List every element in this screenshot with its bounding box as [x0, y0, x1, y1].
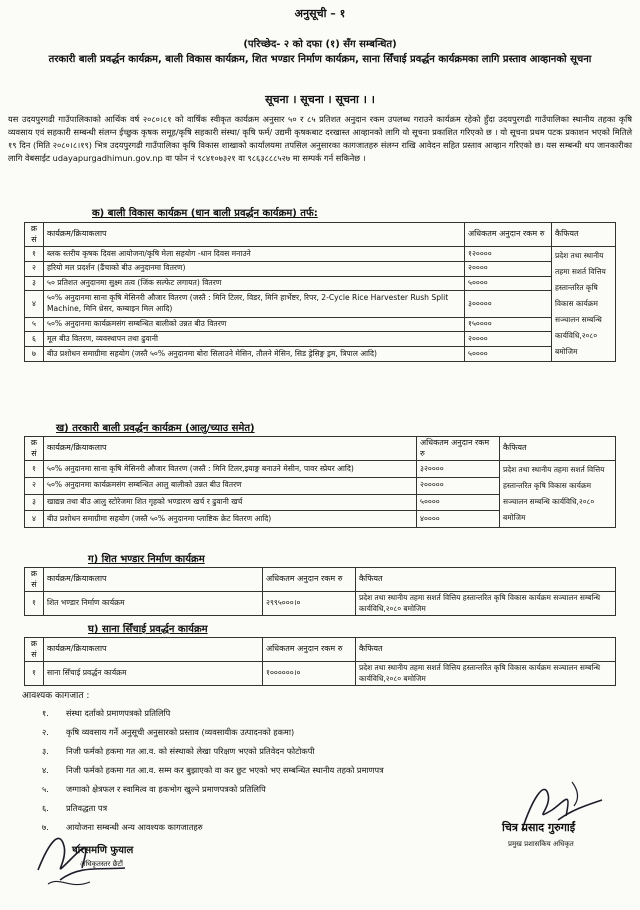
row-amount: ५०००० — [417, 494, 500, 511]
header-remarks: कैफियत — [500, 437, 616, 461]
row-activity: ५०% अनुदानमा कार्यक्रमसंग सम्बन्धित आलु बालीको उन्नत बीउ वितरण — [44, 477, 417, 494]
row-sn: ६ — [25, 332, 44, 347]
item-text: संस्था दर्ताको प्रमाणपत्रको प्रतिलिपि — [66, 708, 171, 718]
header-amount: अधिकतम अनुदान रकम रु — [263, 638, 356, 662]
table-header-row — [25, 223, 616, 247]
row-activity: हरियो मल प्रदर्शन (ढैंचाको बीउ अनुदानमा वितरण) — [44, 261, 465, 276]
row-sn: २ — [25, 477, 44, 494]
row-sn: ३ — [25, 276, 44, 291]
item-text: प्रतिवद्धता पत्र — [66, 803, 108, 813]
table-header-row — [25, 638, 616, 662]
table-row — [25, 247, 616, 262]
annex-title: अनुसूची – १ — [294, 7, 346, 20]
header-activity: कार्यक्रम/क्रियाकलाप — [44, 638, 263, 662]
table-row — [25, 347, 616, 362]
item-text: आयोजना सम्बन्धी अन्य आवश्यक कागजातहरु — [66, 822, 203, 832]
notice-heading: सूचना । सूचना । सूचना । । — [265, 93, 375, 106]
row-amount: १००००००।० — [263, 662, 356, 686]
row-sn: ७ — [25, 347, 44, 362]
list-item — [42, 765, 384, 776]
chapter-reference: (परिच्छेद- २ को दफा (१) सँग सम्बन्धित) — [243, 39, 397, 50]
header-remarks: कैफियत — [356, 638, 616, 662]
row-sn: १ — [25, 592, 44, 616]
row-activity: साना सिँचाई प्रवर्द्धन कार्यक्रम — [44, 662, 263, 686]
row-sn: १ — [25, 247, 44, 262]
section-d-title: घ) साना सिँचाई प्रवर्द्धन कार्यक्रम — [88, 624, 208, 635]
section-a-title: क) बाली विकास कार्यक्रम (धान बाली प्रवर्द्धन कार्यक्रम) तर्फ: — [92, 208, 318, 219]
row-amount: २००००० — [417, 477, 500, 494]
list-item — [42, 727, 294, 738]
item-text: निजी फर्मको हकमा गत आ.व. को संस्थाको लेखा परिक्षण भएको प्रतिवेदन फोटोकपी — [66, 746, 315, 756]
row-remarks: प्रदेश तथा स्थानीय तहमा सशर्त वित्तिय हस्तान्तरित कृषि विकास कार्यक्रम सञ्चालन सम्बन्धि कार्यविधि,२०८० बमोजिम — [356, 592, 616, 616]
header-remarks: कैफियत — [552, 223, 616, 247]
table-header-row — [25, 568, 616, 592]
section-c-title: ग) शित भण्डार निर्माण कार्यक्रम — [88, 554, 205, 565]
row-sn: २ — [25, 261, 44, 276]
header-sn: क्र सं — [25, 568, 44, 592]
header-sn: क्र सं — [25, 437, 44, 461]
header-activity: कार्यक्रम/क्रियाकलाप — [44, 568, 263, 592]
row-sn: ५ — [25, 317, 44, 332]
table-row — [25, 662, 616, 686]
row-activity: बीउ प्रशोधन समाग्रीमा सहयोग (जस्तै ५०% अनुदानमा प्लाष्टिक क्रेट वितरण आदि) — [44, 511, 417, 528]
intro-paragraph: यस उदयपुरगढी गाउँपालिकाको आर्थिक वर्ष २०८०।८१ को वार्षिक स्वीकृत कार्यक्रम अनुसार ५० र ८५ प्रतिशत अनुदान रकम उपलब्ध गराउने कार्यक्रम रहेको हुँदा उदयपुरगढी गाउँपालिका स्थानीय तहका कृषि व्यवसाय एवं सहकारी सम्बन्धी संलग्न ईच्छुक कृषक समूह/कृषि सहकारी संस्था/ कृषि फर्म/ उद्यमी कृषकबाट दरखास्त आव्हानको लागि यो सूचना प्रकाशित गरिएको छ । यो सूचना प्रथम पटक प्रकाशन भएको मितिले १९ दिन (मिति २०८०।८।१९) भित्र उदयपुरगढी गाउँपालिका कृषि विकास शाखाको कार्यालयमा तपसिल अनुसारका कागजातहरु संलग्न राखि आवेदन सहित प्रस्ताव आव्हान गरिएको छ। यस सम्बन्धी थप जानकारीका लागि वेबसाईट udayapurgadhimun.gov.np वा फोन नं ९८४१०७३२१ वा ९८६३८८८५२७ मा सम्पर्क गर्न सकिनेछ । — [8, 114, 632, 163]
item-text: कृषि व्यवसाय गर्ने अनुसूची अनुसारको प्रस्ताव (व्यवसायीक उत्पादनको हकमा) — [66, 727, 295, 737]
section-b-table — [24, 436, 616, 528]
right-signature-scribble — [462, 770, 632, 850]
item-text: जग्गाको क्षेत्रफल र स्वामित्व वा हकभोग खुल्ने प्रमाणपत्रको प्रतिलिपि — [66, 784, 266, 794]
list-item — [42, 784, 266, 795]
row-amount: ५०००० — [465, 347, 552, 362]
item-text: निजी फर्मको हकमा गत आ.व. सम्म कर बुझाएको वा कर छुट भएको भए सम्बन्धित स्थानीय तहको प्रमाणपत्र — [66, 765, 384, 775]
table-header-row — [25, 437, 616, 461]
row-activity: शित भण्डार निर्माण कार्यक्रम — [44, 592, 263, 616]
section-a-table — [24, 222, 616, 362]
left-signatory-name: पारसमणि फुयाल — [72, 845, 134, 856]
item-number: ७. — [42, 822, 49, 832]
table-row — [25, 276, 616, 291]
item-number: ५. — [42, 784, 49, 794]
table-row — [25, 461, 616, 478]
requirements-title: आवश्यक कागजात : — [22, 691, 90, 701]
row-amount: २०००० — [465, 332, 552, 347]
header-sn: क्र सं — [25, 223, 44, 247]
row-amount: १२०००० — [465, 247, 552, 262]
left-signatory-title: अधिकृतस्तर छैटौं — [80, 860, 123, 868]
row-amount: ४०००० — [417, 511, 500, 528]
header-remarks: कैफियत — [356, 568, 616, 592]
table-row — [25, 261, 616, 276]
row-amount: २९९५०००।० — [263, 592, 356, 616]
row-activity: खाद्यन्न तथा बीउ आलु स्टोरेजमा शित गृहको भण्डारण खर्च र ढुवानी खर्च — [44, 494, 417, 511]
row-sn: १ — [25, 662, 44, 686]
header-amount: अधिकतम अनुदान रकम रु — [465, 223, 552, 247]
table-row — [25, 592, 616, 616]
section-b-title: ख) तरकारी बाली प्रवर्द्धन कार्यक्रम (आलु/च्याउ समेत) — [56, 423, 255, 434]
row-activity: ५०% अनुदानमा कार्यक्रमसंग सम्बन्धित बालीको उन्नत बीउ वितरण — [44, 317, 465, 332]
notice-subject: तरकारी बाली प्रवर्द्धन कार्यक्रम, बाली विकास कार्यक्रम, शित भण्डार निर्माण कार्यक्रम, साना सिँचाई प्रवर्द्धन कार्यक्रमका लागि प्रस्ताव आव्हानको सूचना — [48, 54, 592, 65]
row-activity: ५० प्रतिशत अनुदानमा सुक्ष्म तत्व (जिंक सल्फेट लगायत) वितरण — [44, 276, 465, 291]
row-sn: ४ — [25, 511, 44, 528]
row-sn: ४ — [25, 291, 44, 317]
row-amount: २०००० — [465, 261, 552, 276]
row-activity: बीउ प्रशोधन समाग्रीमा सहयोग (जस्तै ५०% अनुदानमा बोरा सिलाउने मेसिन, तौलने मेसिन, सिड ड्रेसिङ्ग ड्रम, त्रिपाल आदि) — [44, 347, 465, 362]
section-c-table — [24, 567, 616, 616]
row-sn: १ — [25, 461, 44, 478]
row-activity: ५०% अनुदानमा साना कृषि मेसिनरी औजार वितरण (जस्तै : मिनि टिलर,इयाङ्ग बनाउने मेसीन, पावर स्प्रेयर आदि) — [44, 461, 417, 478]
table-row — [25, 317, 616, 332]
row-amount: १५०००० — [465, 317, 552, 332]
item-number: २. — [42, 727, 49, 737]
header-activity: कार्यक्रम/क्रियाकलाप — [44, 223, 465, 247]
row-amount: ३००००० — [465, 291, 552, 317]
section-b-remarks: प्रदेश तथा स्थानीय तहमा सशर्त वित्तिय हस्तान्तरित कृषि विकास कार्यक्रम सञ्चालन सम्बन्धि कार्यविधि,२०८० बमोजिम — [500, 461, 616, 528]
row-activity: ५०% अनुदानमा साना कृषि मेसिनरी औजार वितरण (जस्तै : मिनि टिलर, विडर, मिनि हार्भेष्टर, रिपर, 2-Cycle Rice Harvester Rush Split Machine, मिनि थ्रेसर, कम्बाइन मिल आदि) — [44, 291, 465, 317]
header-amount: अधिकतम अनुदान रकम रु — [417, 437, 500, 461]
header-amount: अधिकतम अनुदान रकम रु — [263, 568, 356, 592]
row-remarks: प्रदेश तथा स्थानीय तहमा सशर्त वित्तिय हस्तान्तरित कृषि विकास कार्यक्रम सञ्चालन सम्बन्धि कार्यविधि,२०८० बमोजिम — [356, 662, 616, 686]
row-amount: ३२०००० — [417, 461, 500, 478]
header-sn: क्र सं — [25, 638, 44, 662]
table-row — [25, 291, 616, 317]
item-number: ४. — [42, 765, 49, 775]
section-d-table — [24, 637, 616, 686]
row-sn: ३ — [25, 494, 44, 511]
item-number: ३. — [42, 746, 49, 756]
section-a-remarks: प्रदेश तथा स्थानीय तहमा सशर्त वित्तिय हस्तान्तरित कृषि विकास कार्यक्रम सञ्चालन सम्बन्धि कार्यविधि,२०८० बमोजिम — [552, 247, 616, 362]
row-amount: ५०००० — [465, 276, 552, 291]
item-number: ६. — [42, 803, 49, 813]
list-item — [42, 708, 170, 719]
right-signatory-name: चित्र प्रसाद गुरुगाईं — [502, 821, 576, 834]
header-activity: कार्यक्रम/क्रियाकलाप — [44, 437, 417, 461]
list-item — [42, 746, 315, 757]
row-activity: मूल बीउ वितरण, व्यवस्थापन तथा ढुवानी — [44, 332, 465, 347]
right-signatory-title: प्रमुख प्रशासकिय अधिकृत — [508, 840, 574, 848]
row-activity: ब्लक स्तरीय कृषक दिवस आयोजना/कृषि मेला सहयोग -धान दिवस मनाउने — [44, 247, 465, 262]
item-number: १. — [42, 708, 49, 718]
table-row — [25, 332, 616, 347]
